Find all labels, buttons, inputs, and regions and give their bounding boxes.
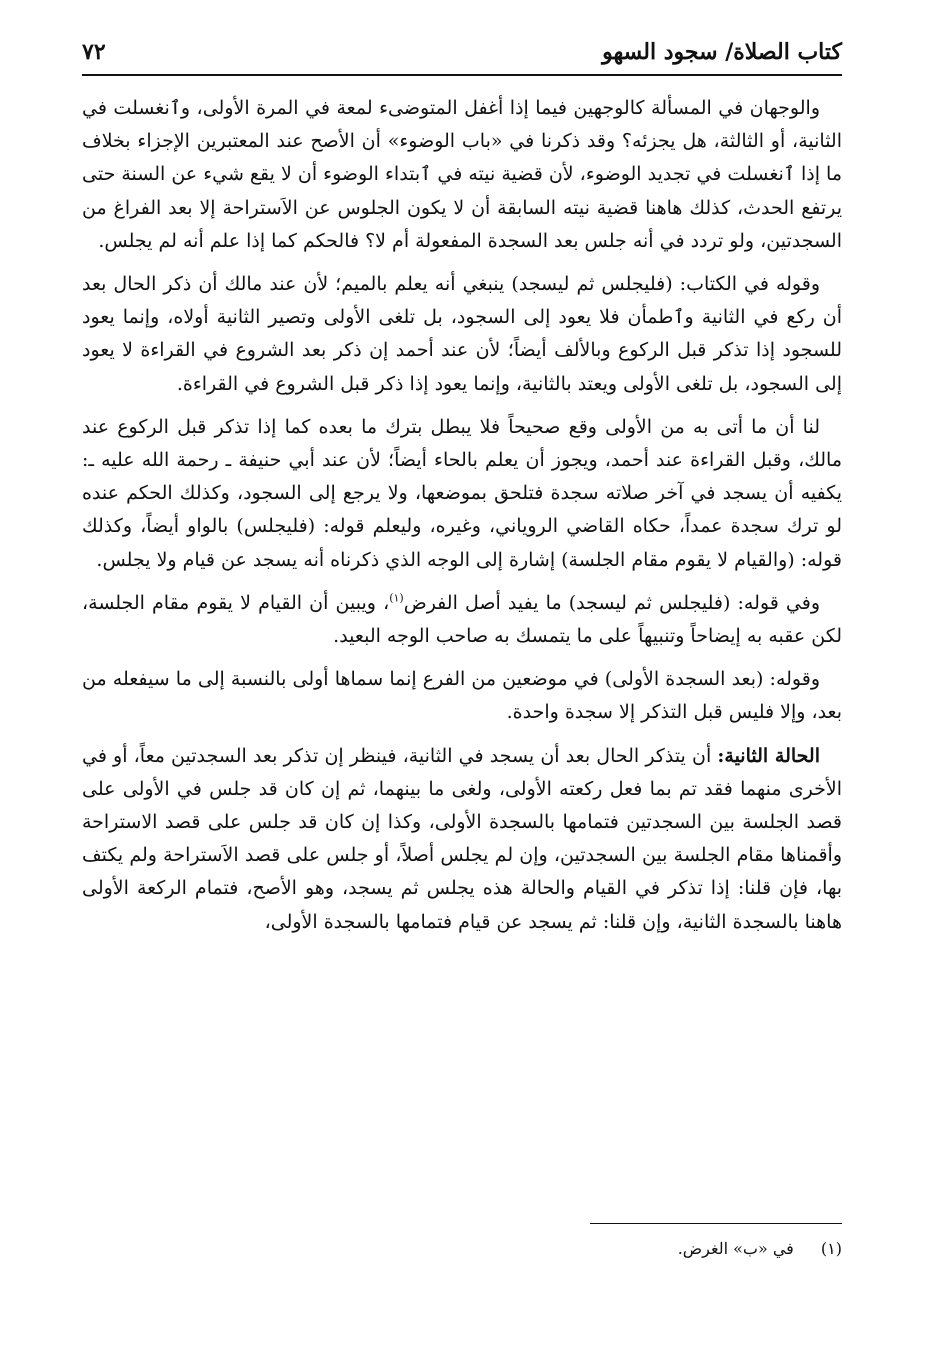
header-divider bbox=[82, 74, 842, 76]
paragraph-text: وفي قوله: (فليجلس ثم ليسجد) ما يفيد أصل الفرض bbox=[403, 591, 821, 614]
footnote bbox=[82, 1236, 842, 1262]
paragraph-text: وقوله في الكتاب: (فليجلس ثم ليسجد) ينبغي أنه يعلم بالميم؛ لأن عند مالك أن ذكر الحال بعد أن ركع في الثانية وٱطمأن فلا يعود إلى السجود، بل تلغى الأولى وتصير الثانية أولاه، وإنما يعود للسجود إذا تذكر قبل الركوع وبالألف أيضاً؛ لأن عند أحمد إن ذكر بعد الشروع في القراءة لا يعود إلى السجود، بل تلغى الأولى ويعتد بالثانية، وإنما يعود إذا ذكر قبل الشروع في القراءة. bbox=[82, 273, 842, 395]
paragraph-text: ، ويبين أن القيام لا يقوم مقام الجلسة، لكن عقبه به إيضاحاً وتنبيهاً على ما يتمسك به صاحب الوجه البعيد. bbox=[82, 591, 842, 648]
paragraph-text: أن يتذكر الحال بعد أن يسجد في الثانية، فينظر إن تذكر بعد السجدتين معاً، أو في الأخرى منهما فقد تم بما فعل ركعته الأولى، ولغى ما بينهما، ثم إن كان قد جلس في الأولى على قصد الجلسة بين السجدتين فتمامها بالسجدة الأولى، وكذا إن كان قد جلس على قصد الاستراحة وأقمناها مقام الجلسة بين السجدتين، وإن لم يجلس أصلاً، أو جلس على قصد الاَستراحة ولم يكتف بها، فإن قلنا: إذا تذكر في القيام والحالة هذه يجلس ثم يسجد، وهو الأصح، فتمام الركعة الأولى هاهنا بالسجدة الثانية، وإن قلنا: ثم يسجد عن قيام فتمامها بالسجدة الأولى، bbox=[82, 744, 843, 933]
footnote-reference: (١) bbox=[389, 591, 404, 605]
footnote-divider bbox=[590, 1223, 842, 1224]
paragraph-text: لنا أن ما أتى به من الأولى وقع صحيحاً فلا يبطل بترك ما بعده كما إذا تذكر قبل الركوع عند مالك، وقبل القراءة عند أحمد، ويجوز أن يعلم بالحاء أيضاً؛ لأن عند أبي حنيفة ـ رحمة الله عليه ـ: يكفيه أن يسجد في آخر صلاته سجدة فتلحق بموضعها، ولا يرجع إلى السجود، وكذلك الحكم عنده لو ترك سجدة عمداً، حكاه القاضي الروياني، وغيره، وليعلم قوله: (فليجلس) بالواو أيضاً، وكذلك قوله: (والقيام لا يقوم مقام الجلسة) إشارة إلى الوجه الذي ذكرناه أنه يسجد عن قيام ولا يجلس. bbox=[82, 415, 842, 571]
chapter-title: كتاب الصلاة/ سجود السهو bbox=[602, 39, 842, 65]
paragraph bbox=[82, 740, 842, 939]
paragraph bbox=[82, 587, 842, 653]
page-number: ٧٢ bbox=[82, 39, 106, 65]
paragraph bbox=[82, 92, 842, 258]
paragraph bbox=[82, 268, 842, 401]
section-lead: الحالة الثانية: bbox=[717, 744, 821, 767]
paragraph bbox=[82, 411, 842, 577]
main-text bbox=[82, 92, 842, 949]
paragraph-text: والوجهان في المسألة كالوجهين فيما إذا أغفل المتوضىء لمعة في المرة الأولى، وٱنغسلت في الثانية، أو الثالثة، هل يجزئه؟ وقد ذكرنا في «باب الوضوء» أن الأصح عند المعتبرين الإجزاء بخلاف ما إذا ٱنغسلت في تجديد الوضوء، لأن قضية نيته في ٱبتداء الوضوء أن لا يقع شيء عن السنة حتى يرتفع الحدث، كذلك هاهنا قضية نيته السابقة أن لا يكون الجلوس عن الاَستراحة إلا بعد الفراغ من السجدتين، ولو تردد في أنه جلس بعد السجدة المفعولة أم لا؟ فالحكم كما إذا علم أنه لم يجلس. bbox=[82, 97, 842, 252]
running-header bbox=[82, 36, 842, 72]
paragraph-text: وقوله: (بعد السجدة الأولى) في موضعين من الفرع إنما سماها أولى بالنسبة إلى ما سيفعله من بعد، وإلا فليس قبل التذكر إلا سجدة واحدة. bbox=[82, 668, 842, 724]
footnote-text: في «ب» الغرض. bbox=[677, 1239, 794, 1258]
footnote-number: (١) bbox=[820, 1239, 842, 1258]
paragraph bbox=[82, 663, 842, 729]
